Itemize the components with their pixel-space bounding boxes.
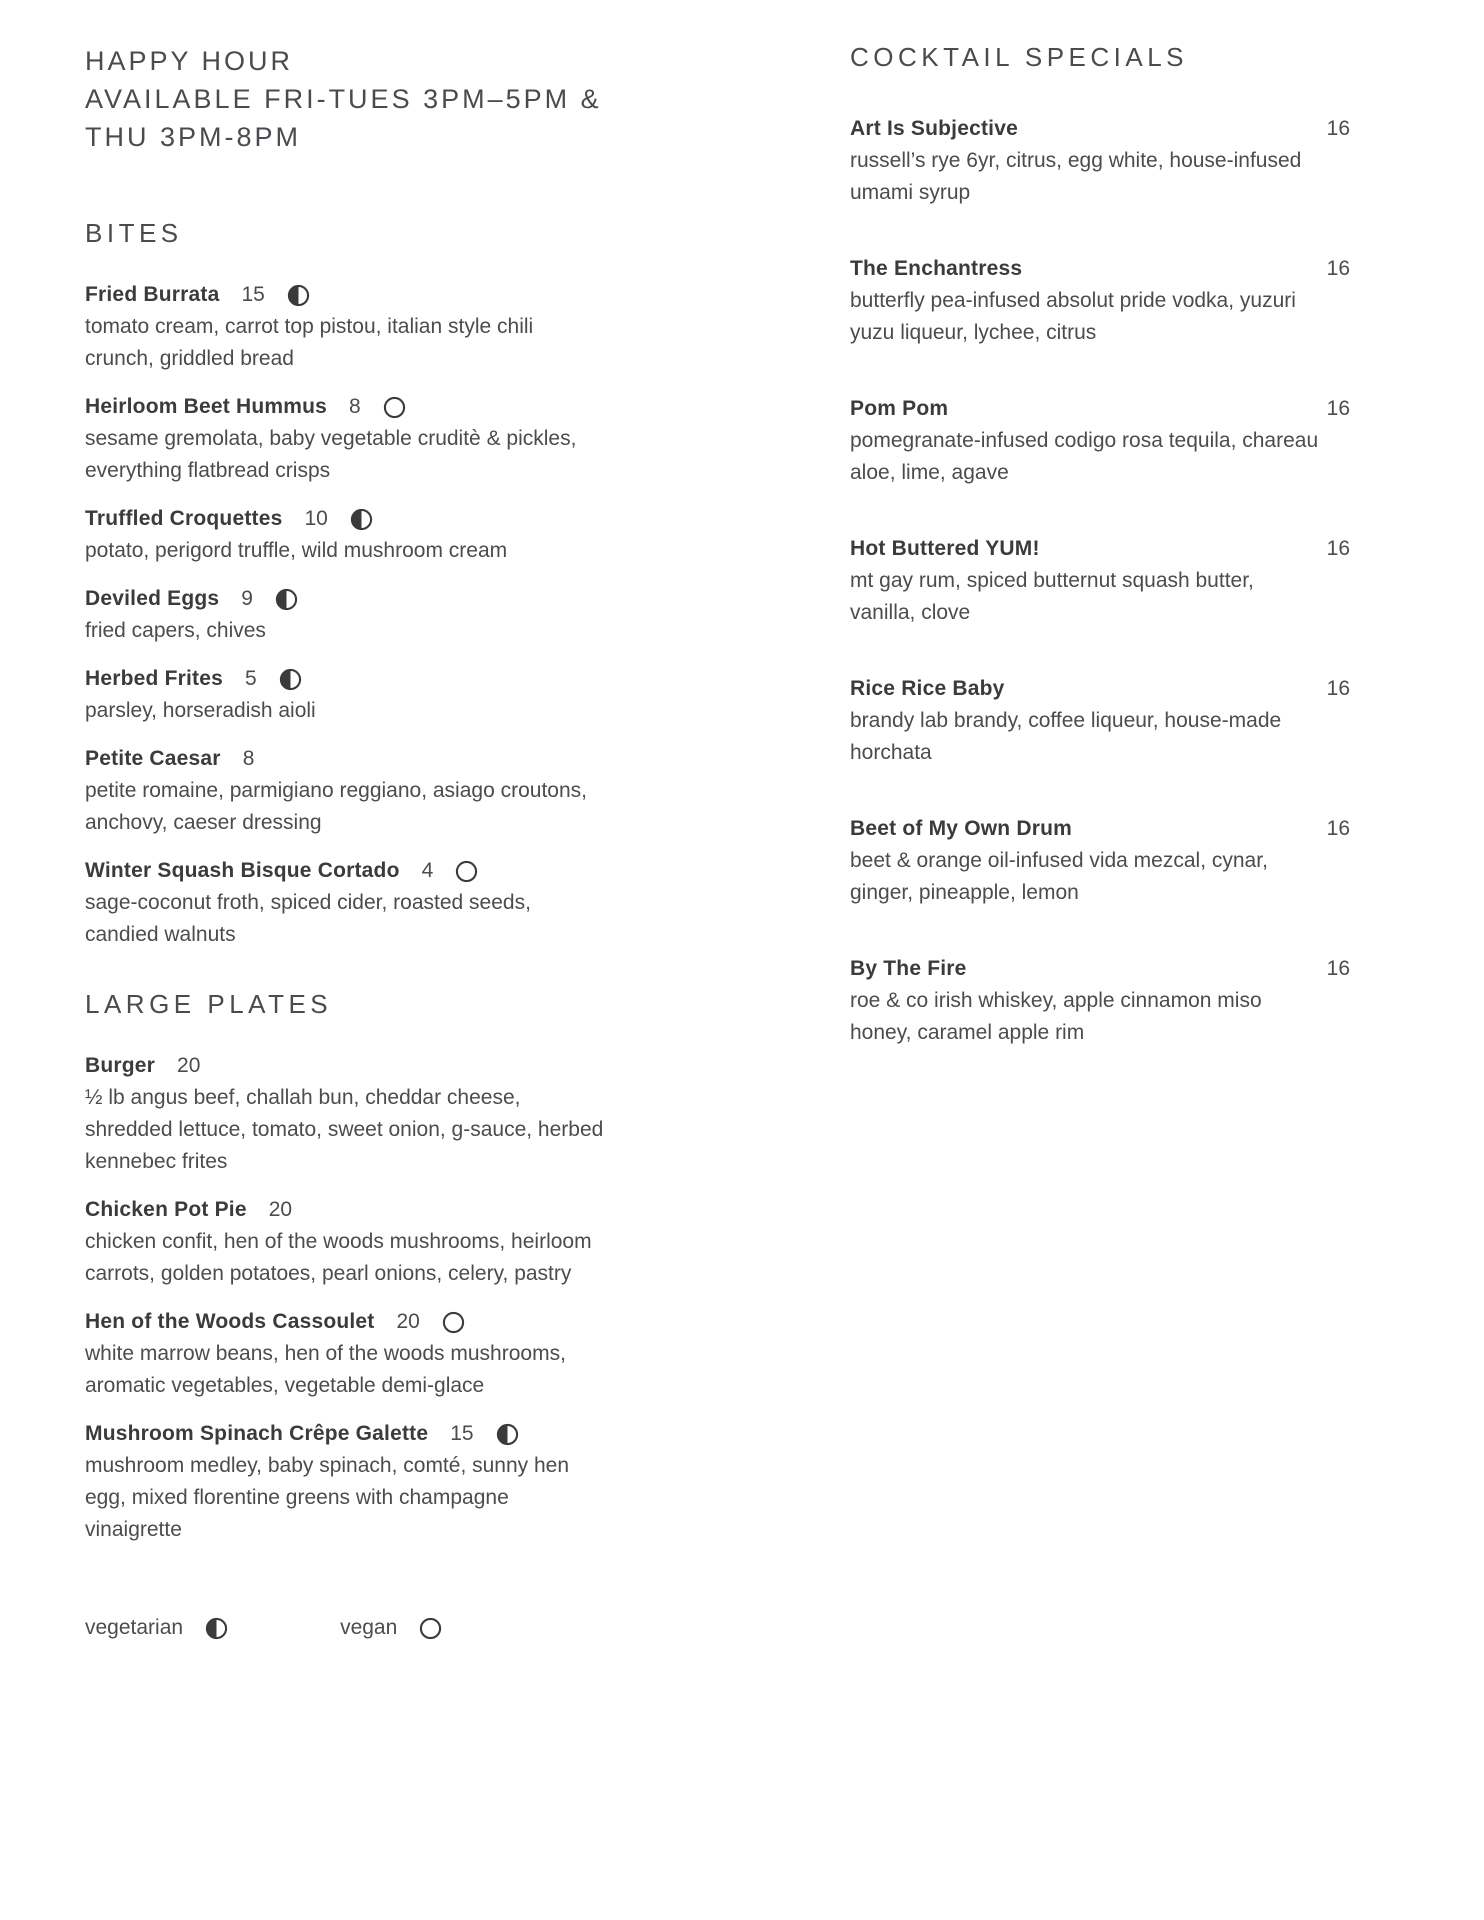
item-name: Petite Caesar [85, 747, 221, 770]
legend-vegetarian [85, 1616, 228, 1640]
item-price: 16 [1326, 257, 1350, 280]
item-header [850, 817, 1350, 841]
left-column [85, 42, 625, 1640]
vegan-icon [419, 1617, 442, 1640]
item-price: 16 [1326, 677, 1350, 700]
menu-item [85, 747, 625, 839]
vegetarian-icon [350, 508, 373, 531]
vegetarian-icon [496, 1423, 519, 1446]
item-price: 9 [241, 587, 253, 610]
item-description: potato, perigord truffle, wild mushroom cream [85, 539, 508, 562]
legend-vegan-label: vegan [340, 1616, 398, 1639]
vegan-icon [383, 396, 406, 419]
item-header [85, 587, 625, 611]
menu-item [850, 117, 1350, 209]
section-title-bites: BITES [85, 218, 183, 248]
item-description: parsley, horseradish aioli [85, 699, 316, 722]
item-name: Pom Pom [850, 397, 949, 420]
item-header [85, 395, 625, 419]
item-header [850, 117, 1350, 141]
cocktail-item-list [850, 117, 1350, 1049]
item-description: chicken confit, hen of the woods mushrooms, heirloom carrots, golden potatoes, pearl onions, celery, pastry [85, 1230, 592, 1285]
item-name: Rice Rice Baby [850, 677, 1005, 700]
page-title-line-3: THU 3PM-8PM [85, 122, 302, 152]
vegan-icon [455, 860, 478, 883]
item-price: 15 [450, 1422, 474, 1445]
item-header [85, 667, 625, 691]
menu-item [85, 667, 625, 727]
item-name: Mushroom Spinach Crêpe Galette [85, 1422, 429, 1445]
item-name: Chicken Pot Pie [85, 1198, 247, 1221]
menu-item [850, 537, 1350, 629]
item-header [85, 283, 625, 307]
item-description: tomato cream, carrot top pistou, italian style chili crunch, griddled bread [85, 315, 534, 370]
section-large-plates [85, 989, 625, 1546]
item-description: mushroom medley, baby spinach, comté, sunny hen egg, mixed florentine greens with champagne vinaigrette [85, 1454, 570, 1541]
vegetarian-icon [275, 588, 298, 611]
item-description: beet & orange oil-infused vida mezcal, cynar, ginger, pineapple, lemon [850, 849, 1268, 904]
menu-item [850, 397, 1350, 489]
item-name: Art Is Subjective [850, 117, 1018, 140]
vegetarian-icon [205, 1617, 228, 1640]
item-name: The Enchantress [850, 257, 1023, 280]
vegetarian-icon [279, 668, 302, 691]
item-header [85, 859, 625, 883]
menu-item [85, 395, 625, 487]
item-price: 20 [177, 1054, 201, 1077]
item-header [85, 1422, 625, 1446]
item-name: Deviled Eggs [85, 587, 220, 610]
item-header [850, 257, 1350, 281]
item-price: 8 [242, 747, 255, 770]
item-name: Heirloom Beet Hummus [85, 395, 328, 418]
menu-item [850, 257, 1350, 349]
bites-item-list [85, 283, 625, 951]
item-header [85, 507, 625, 531]
item-description: butterfly pea-infused absolut pride vodka, yuzuri yuzu liqueur, lychee, citrus [850, 289, 1296, 344]
item-name: Burger [85, 1054, 156, 1077]
item-price: 20 [396, 1310, 420, 1333]
item-name: Herbed Frites [85, 667, 223, 690]
item-name: Fried Burrata [85, 283, 220, 306]
item-name: By The Fire [850, 957, 967, 980]
item-header [85, 1198, 625, 1222]
page-title-line-1: HAPPY HOUR [85, 46, 294, 76]
menu-item [85, 1422, 625, 1546]
item-price: 8 [349, 395, 361, 418]
item-description: sesame gremolata, baby vegetable cruditè & pickles, everything flatbread crisps [85, 427, 577, 482]
item-header [850, 957, 1350, 981]
item-description: sage-coconut froth, spiced cider, roasted seeds, candied walnuts [85, 891, 531, 946]
diet-legend [85, 1616, 625, 1640]
menu-item [85, 1310, 625, 1402]
legend-vegan [340, 1616, 442, 1640]
item-price: 20 [268, 1198, 293, 1221]
item-header [850, 677, 1350, 701]
vegan-icon [442, 1311, 465, 1334]
item-name: Truffled Croquettes [85, 507, 283, 530]
item-description: russell’s rye 6yr, citrus, egg white, house-infused umami syrup [850, 149, 1302, 204]
menu-item [85, 283, 625, 375]
item-header [850, 397, 1350, 421]
item-name: Hot Buttered YUM! [850, 537, 1040, 560]
section-title-cocktail-specials: COCKTAIL SPECIALS [850, 42, 1189, 72]
item-price: 15 [241, 283, 265, 306]
item-price: 5 [244, 667, 257, 690]
item-description: mt gay rum, spiced butternut squash butter, vanilla, clove [850, 569, 1254, 624]
item-name: Hen of the Woods Cassoulet [85, 1310, 375, 1333]
large-plates-item-list [85, 1054, 625, 1546]
item-price: 16 [1326, 817, 1350, 840]
item-price: 4 [421, 859, 434, 882]
section-title-large-plates: LARGE PLATES [85, 989, 333, 1019]
menu-item [85, 1054, 625, 1178]
section-cocktail-specials [850, 42, 1350, 1049]
item-price: 16 [1326, 117, 1350, 140]
vegetarian-icon [287, 284, 310, 307]
item-description: brandy lab brandy, coffee liqueur, house-made horchata [850, 709, 1282, 764]
item-header [85, 1054, 625, 1078]
item-description: petite romaine, parmigiano reggiano, asiago croutons, anchovy, caeser dressing [85, 779, 587, 834]
item-description: fried capers, chives [85, 619, 266, 642]
item-description: pomegranate-infused codigo rosa tequila, chareau aloe, lime, agave [850, 429, 1319, 484]
section-bites [85, 218, 625, 951]
item-description: ½ lb angus beef, challah bun, cheddar cheese, shredded lettuce, tomato, sweet onion, g-sauce, herbed kennebec frites [85, 1086, 604, 1173]
item-price: 16 [1326, 957, 1350, 980]
item-header [85, 747, 625, 771]
item-header [850, 537, 1350, 561]
page-title [85, 42, 625, 156]
menu-item [850, 677, 1350, 769]
legend-vegetarian-label: vegetarian [85, 1616, 184, 1639]
item-description: white marrow beans, hen of the woods mushrooms, aromatic vegetables, vegetable demi-glace [85, 1342, 566, 1397]
menu-item [850, 817, 1350, 909]
menu-item [850, 957, 1350, 1049]
item-header [85, 1310, 625, 1334]
item-price: 10 [304, 507, 328, 530]
item-name: Beet of My Own Drum [850, 817, 1072, 840]
menu-item [85, 1198, 625, 1290]
menu-item [85, 859, 625, 951]
item-name: Winter Squash Bisque Cortado [85, 859, 400, 882]
right-column [850, 42, 1350, 1097]
item-price: 16 [1326, 537, 1350, 560]
page-title-line-2: AVAILABLE FRI-TUES 3PM–5PM & [85, 84, 602, 114]
menu-item [85, 587, 625, 647]
item-description: roe & co irish whiskey, apple cinnamon miso honey, caramel apple rim [850, 989, 1262, 1044]
menu-item [85, 507, 625, 567]
item-price: 16 [1326, 397, 1350, 420]
